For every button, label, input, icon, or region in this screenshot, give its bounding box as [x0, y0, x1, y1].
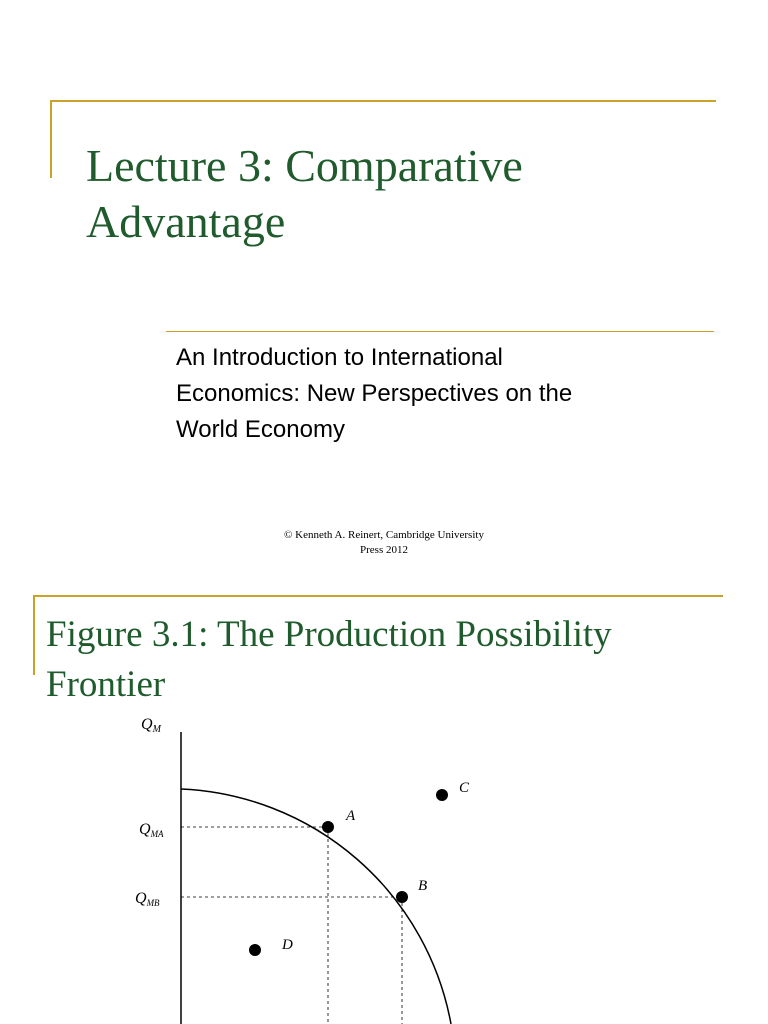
point-b-marker: [396, 891, 408, 903]
y-axis-label-q: Q: [141, 716, 153, 733]
subtitle-line2: Economics: New Perspectives on the: [176, 380, 573, 407]
point-c-marker: [436, 789, 448, 801]
point-d-marker: [249, 944, 261, 956]
subtitle-line3: World Economy: [176, 416, 345, 443]
tick-qma-sub: MA: [150, 829, 164, 839]
tick-qmb-label: [135, 890, 160, 908]
slide2-title-line1: Figure 3.1: The Production Possibility: [46, 614, 612, 655]
credit-line1: © Kenneth A. Reinert, Cambridge University: [284, 529, 484, 541]
slide1-top-rule: [50, 100, 716, 102]
tick-qmb-q: Q: [135, 890, 147, 907]
slide1-left-rule: [50, 100, 52, 178]
figure-slide: [0, 580, 768, 1024]
credit-line2: Press 2012: [360, 544, 408, 556]
slide1-subtitle: [176, 340, 716, 448]
point-c-label: C: [459, 780, 470, 796]
tick-qma-label: [139, 821, 164, 839]
subtitle-rule: [166, 331, 714, 332]
point-a-marker: [322, 821, 334, 833]
ppf-curve: [181, 789, 451, 1024]
slide1-title: [86, 138, 726, 250]
tick-qma-q: Q: [139, 821, 151, 838]
y-axis-label-sub: M: [152, 724, 161, 735]
subtitle-line1: An Introduction to International: [176, 344, 503, 371]
ppf-figure: [0, 580, 768, 1024]
point-b-label: B: [418, 878, 428, 894]
slide2-title-line2: Frontier: [46, 664, 166, 705]
copyright-credit: [184, 528, 584, 558]
tick-qmb-sub: MB: [146, 898, 160, 908]
slide1-title-line1: Lecture 3: Comparative: [86, 140, 523, 191]
y-axis-label: [141, 716, 162, 735]
point-d-label: D: [282, 937, 293, 953]
slide1-title-line2: Advantage: [86, 196, 286, 247]
point-a-label: A: [346, 808, 356, 824]
